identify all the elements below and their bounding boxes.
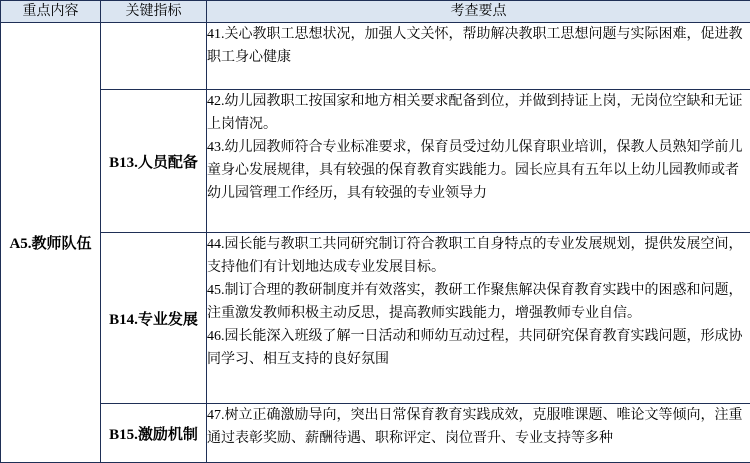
assessment-point: 41.关心教职工思想状况，加强人文关怀，帮助解决教职工思想问题与实际困难，促进教职工身心健康 bbox=[207, 23, 750, 69]
assessment-point: 46.园长能深入班级了解一日活动和师幼互动过程，共同研究保育教育实践问题，形成协同学习、相互支持的良好氛围 bbox=[207, 325, 750, 371]
indicator-row bbox=[1, 23, 750, 90]
category-code: A5. bbox=[9, 236, 31, 252]
assessment-point: 42.幼儿园教职工按国家和地方相关要求配备到位，并做到持证上岗，无岗位空缺和无证上岗情况。 bbox=[207, 90, 750, 136]
indicator-cell-continued bbox=[101, 23, 207, 90]
assessment-point: 43.幼儿园教师符合专业标准要求，保育员受过幼儿保育职业培训，保教人员熟知学前儿童身心发展规律，具有较强的保育教育实践能力。园长应具有五年以上幼儿园教师或者幼儿园管理工作经历，具有较强的专业领导力 bbox=[207, 136, 750, 205]
points-cell bbox=[207, 404, 750, 463]
category-name: 教师队伍 bbox=[32, 234, 92, 252]
points-cell bbox=[207, 233, 750, 404]
points-cell bbox=[207, 90, 750, 233]
indicator-cell-b15: B15.激励机制 bbox=[101, 404, 207, 463]
header-row bbox=[1, 1, 750, 23]
assessment-point: 44.园长能与教职工共同研究制订符合教职工自身特点的专业发展规划，提供发展空间，支持他们有计划地达成专业发展目标。 bbox=[207, 233, 750, 279]
indicator-cell-b13: B13.人员配备 bbox=[101, 90, 207, 233]
indicator-row bbox=[1, 90, 750, 233]
header-assessment-points: 考查要点 bbox=[207, 1, 750, 23]
header-key-indicator: 关键指标 bbox=[101, 1, 207, 23]
assessment-point: 47.树立正确激励导向，突出日常保育教育实践成效，克服唯课题、唯论文等倾向，注重通过表彰奖励、薪酬待遇、职称评定、岗位晋升、专业支持等多种 bbox=[207, 404, 750, 450]
indicator-row bbox=[1, 404, 750, 463]
header-focus-content: 重点内容 bbox=[1, 1, 101, 23]
points-cell bbox=[207, 23, 750, 90]
indicator-row bbox=[1, 233, 750, 404]
indicator-cell-b14: B14.专业发展 bbox=[101, 233, 207, 404]
assessment-point: 45.制订合理的教研制度并有效落实，教研工作聚焦解决保育教育实践中的困惑和问题，注重激发教师积极主动反思，提高教师实践能力，增强教师专业自信。 bbox=[207, 279, 750, 325]
category-cell bbox=[1, 23, 101, 463]
